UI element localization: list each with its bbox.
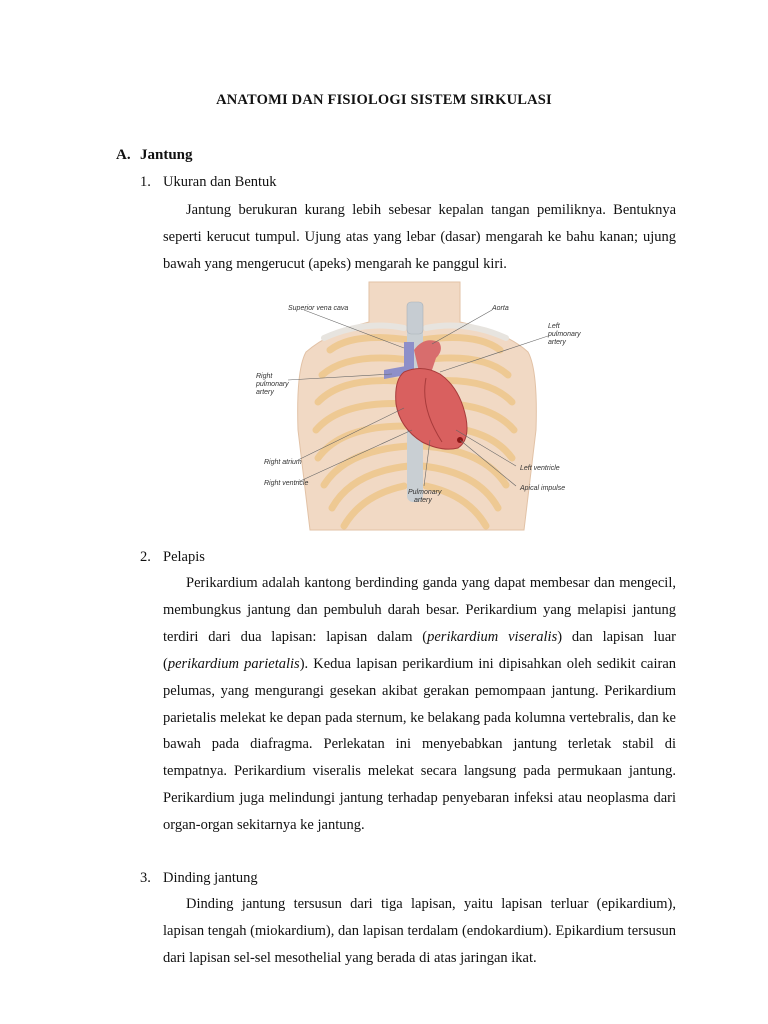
pelapis-text-a: Perikardium adalah kantong berdinding ganda yang dapat membesar dan mengecil, membungkus jantung dan pembuluh darah besar. Perikardium yang melapisi jantung terdiri dari dua lapisan: lapisan dalam ( xyxy=(163,575,676,645)
heart-anatomy-figure xyxy=(244,280,584,542)
pelapis-text-c: ) dan lapisan luar ( xyxy=(163,628,676,672)
label-pulmonary-artery-1: Pulmonary xyxy=(408,489,442,496)
section-label: Jantung xyxy=(140,147,193,163)
label-right-pulmonary-artery-1: Right xyxy=(256,373,273,380)
heart-chest-illustration xyxy=(244,280,584,542)
item-heading-1 xyxy=(140,174,277,191)
label-left-pulmonary-artery-2: pulmonary xyxy=(548,331,581,338)
label-right-ventricle: Right ventricle xyxy=(264,480,309,487)
label-aorta: Aorta xyxy=(492,305,509,312)
paragraph-ukuran: Jantung berukuran kurang lebih sebesar kepalan tangan pemiliknya. Bentuknya seperti kerucut tumpul. Ujung atas yang lebar (dasar) mengarah ke bahu kanan; ujung bawah yang mengerucut (apeks) mengarah ke panggul kiri. xyxy=(163,202,676,272)
item-number: 2. xyxy=(140,549,151,565)
trachea xyxy=(407,302,423,334)
label-left-ventricle: Left ventricle xyxy=(520,465,560,472)
item-heading-text: Pelapis xyxy=(163,549,205,565)
label-right-pulmonary-artery-3: artery xyxy=(256,389,274,396)
document-title: ANATOMI DAN FISIOLOGI SISTEM SIRKULASI xyxy=(216,92,552,108)
section-letter: A. xyxy=(116,147,131,163)
label-pulmonary-artery-2: artery xyxy=(414,497,432,504)
label-superior-vena-cava: Superior vena cava xyxy=(288,305,349,312)
pelapis-term-viseralis: perikardium viseralis xyxy=(427,628,558,645)
item-heading-text: Dinding jantung xyxy=(163,870,258,886)
item-number: 3. xyxy=(140,870,151,886)
item-number: 1. xyxy=(140,174,151,190)
label-left-pulmonary-artery-1: Left xyxy=(548,323,560,330)
item-heading-3 xyxy=(140,870,258,887)
label-apical-impulse: Apical impulse xyxy=(520,485,566,492)
section-heading xyxy=(116,147,193,164)
label-right-atrium: Right atrium xyxy=(264,459,302,466)
label-left-pulmonary-artery-3: artery xyxy=(548,339,566,346)
pelapis-term-parietalis: perikardium parietalis xyxy=(167,655,300,672)
item-heading-text: Ukuran dan Bentuk xyxy=(163,174,277,190)
item-heading-2 xyxy=(140,549,205,566)
paragraph-pelapis xyxy=(163,570,676,839)
pelapis-text-e: ). Kedua lapisan perikardium ini dipisahkan oleh sedikit cairan pelumas, yang mengurangi gesekan akibat gerakan pemompaan jantung. Perikardium parietalis melekat ke depan pada sternum, ke belakang pada kolumna vertebralis, dan ke bawah pada diafragma. Perlekatan ini menyebabkan jantung terletak stabil di tempatnya. Perikardium viseralis melekat secara langsung pada permukaan jantung. Perikardium juga melindungi jantung terhadap penyebaran infeksi atau neoplasma dari organ-organ sekitarnya ke jantung. xyxy=(163,655,677,834)
label-right-pulmonary-artery-2: pulmonary xyxy=(256,381,289,388)
paragraph-dinding-jantung: Dinding jantung tersusun dari tiga lapisan, yaitu lapisan terluar (epikardium), lapisan tengah (miokardium), dan lapisan terdalam (endokardium). Epikardium tersusun dari lapisan sel-sel mesothelial yang berada di atas jaringan ikat. xyxy=(163,896,676,966)
